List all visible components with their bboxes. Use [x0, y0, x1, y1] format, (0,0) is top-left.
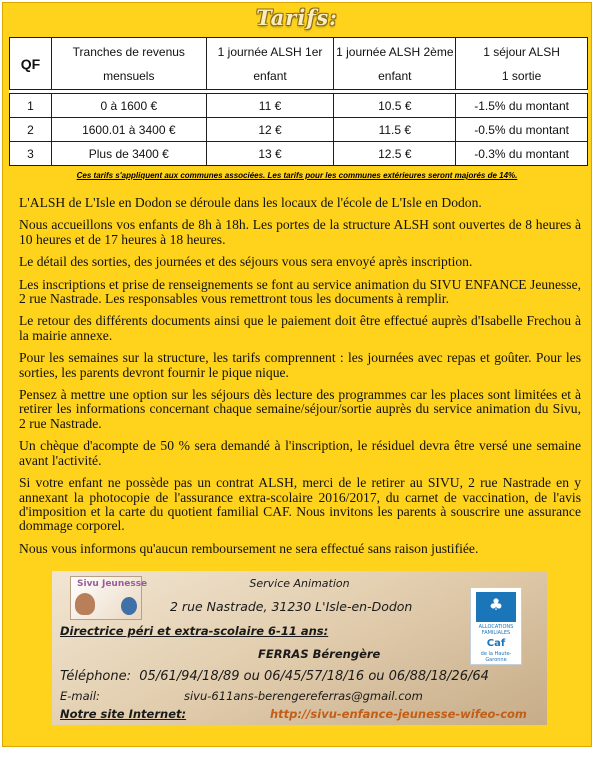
director-name: FERRAS Bérengère — [258, 647, 381, 661]
paragraph-acompte: Un chèque d'acompte de 50 % sera demandé à l'inscription, le résiduel devra être versé une semaine avant l'activité. — [19, 438, 581, 468]
cell-journee-2eme: 11.5 € — [334, 118, 456, 142]
sivu-jeunesse-logo: Sivu Jeunesse — [70, 576, 142, 620]
header-qf: QF — [10, 38, 52, 90]
header-sejour: 1 séjour ALSH — [483, 44, 560, 59]
paragraph-sejours: Pensez à mettre une option sur les séjours dès lecture des programmes car les places sont limitées et à retirer les informations concernant chaque semaine/séjour/sortie auprès du service animation du Sivu, 2 rue Nastrade. — [19, 387, 581, 431]
info-text — [19, 196, 581, 564]
cell-journee-2eme: 12.5 € — [334, 142, 456, 166]
tarifs-note: Ces tarifs s'appliquent aux communes associées. Les tarifs pour les communes extérieures seront majorés de 14%. — [76, 171, 518, 180]
cell-sejour-sortie: -0.3% du montant — [456, 142, 588, 166]
cell-qf: 3 — [10, 142, 52, 166]
cell-sejour-sortie: -1.5% du montant — [456, 94, 588, 118]
paragraph-tarifs-semaines: Pour les semaines sur la structure, les tarifs comprennent : les journées avec repas et goûter. Pour les sorties, les parents devront fournir le pique nique. — [19, 350, 581, 380]
cell-revenus: Plus de 3400 € — [51, 142, 206, 166]
service-address: 2 rue Nastrade, 31230 L'Isle-en-Dodon — [170, 599, 413, 614]
director-role: Directrice péri et extra-scolaire 6-11 ans: — [60, 624, 329, 638]
phone-label: Téléphone: — [60, 669, 132, 684]
header-journee-2eme: 1 journée ALSH 2ème enfant — [334, 38, 456, 90]
header-revenus: Tranches de revenus mensuels — [51, 38, 206, 90]
paragraph-lieu: L'ALSH de L'Isle en Dodon se déroule dans les locaux de l'école de L'Isle en Dodon. — [19, 195, 482, 210]
table-row — [10, 142, 588, 166]
header-journee-1er: 1 journée ALSH 1er enfant — [206, 38, 334, 90]
table-row — [10, 94, 588, 118]
cell-journee-1er: 13 € — [206, 142, 334, 166]
paragraph-horaires: Nous accueillons vos enfants de 8h à 18h. Les portes de la structure ALSH sont ouvertes de 8 heures à 10 heures et de 17 heures à 18 heures. — [19, 217, 581, 247]
cell-journee-2eme: 10.5 € — [334, 94, 456, 118]
paragraph-retour: Le retour des différents documents ainsi que le paiement doit être effectué auprès d'Isabelle Frechou à la mairie annexe. — [19, 313, 581, 343]
email-label: E-mail: — [60, 689, 100, 703]
table-row — [10, 118, 588, 142]
header-sortie: 1 sortie — [501, 68, 542, 83]
email-address[interactable]: sivu-611ans-berengereferras@gmail.com — [184, 689, 423, 703]
cell-qf: 2 — [10, 118, 52, 142]
cell-journee-1er: 11 € — [206, 94, 334, 118]
cell-journee-1er: 12 € — [206, 118, 334, 142]
phone-row — [60, 669, 489, 684]
caf-logo: ♣ ALLOCATIONS FAMILIALES Caf de la Haute-Garonne — [470, 587, 522, 665]
paragraph-contrat: Si votre enfant ne possède pas un contrat ALSH, merci de le retirer au SIVU, 2 rue Nastrade en y annexant la photocopie de l'assurance extra-scolaire 2016/2017, du carnet de vaccination, de l'avis d'imposition et la carte du quotient familial CAF. Nous invitons les parents à souscrire une assurance dommage corporel. — [19, 475, 581, 534]
service-name: Service Animation — [249, 577, 350, 590]
site-label: Notre site Internet: — [60, 707, 187, 721]
site-link[interactable]: http://sivu-enfance-jeunesse-wifeo-com — [270, 707, 527, 721]
paragraph-details: Le détail des sorties, des journées et des séjours vous sera envoyé après inscription. — [19, 254, 473, 270]
header-sejour-sortie — [456, 38, 588, 90]
flyer-page — [2, 2, 592, 747]
paragraph-inscriptions: Les inscriptions et prise de renseignements se font au service animation du SIVU ENFANCE Jeunesse, 2 rue Nastrade. Les responsables vous remettront tous les documents à remplir. — [19, 276, 581, 307]
cell-qf: 1 — [10, 94, 52, 118]
cell-revenus: 1600.01 à 3400 € — [51, 118, 206, 142]
paragraph-remboursement: Nous vous informons qu'aucun remboursement ne sera effectué sans raison justifiée. — [19, 540, 479, 556]
tarifs-table — [9, 37, 588, 166]
page-title: Tarifs: — [256, 5, 338, 30]
phone-numbers: 05/61/94/18/89 ou 06/45/57/18/16 ou 06/88/18/26/64 — [139, 669, 489, 684]
cell-sejour-sortie: -0.5% du montant — [456, 118, 588, 142]
cell-revenus: 0 à 1600 € — [51, 94, 206, 118]
contact-box — [52, 571, 547, 725]
caf-family-icon: ♣ — [476, 592, 516, 622]
